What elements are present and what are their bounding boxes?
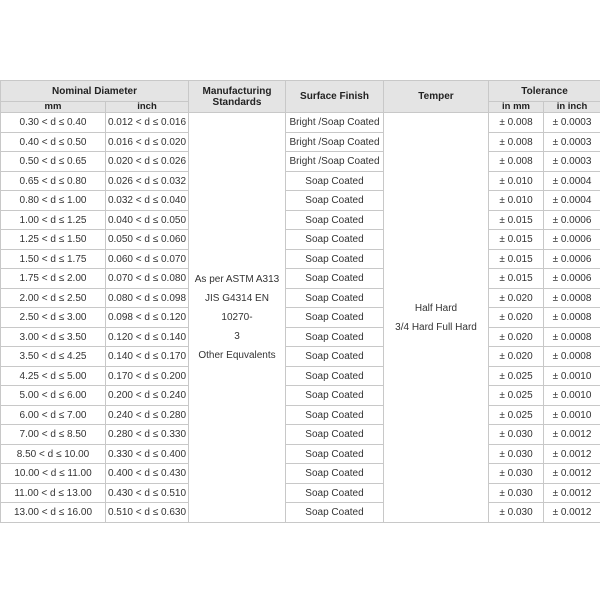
table-row	[1, 464, 600, 484]
table-row	[1, 191, 600, 211]
standards-text-line: 3	[234, 331, 240, 343]
cell-diameter-mm: 1.50 < d ≤ 1.75	[1, 249, 106, 269]
cell-surface-finish: Soap Coated	[286, 483, 384, 503]
cell-diameter-mm: 1.00 < d ≤ 1.25	[1, 210, 106, 230]
table-body	[1, 113, 600, 523]
cell-tolerance-inch: ± 0.0004	[544, 191, 600, 211]
cell-tolerance-mm: ± 0.020	[489, 308, 544, 328]
table-row	[1, 269, 600, 289]
header-nominal-diameter: Nominal Diameter	[1, 81, 189, 102]
cell-diameter-inch: 0.040 < d ≤ 0.050	[106, 210, 189, 230]
cell-diameter-inch: 0.120 < d ≤ 0.140	[106, 327, 189, 347]
cell-diameter-inch: 0.050 < d ≤ 0.060	[106, 230, 189, 250]
cell-diameter-mm: 6.00 < d ≤ 7.00	[1, 405, 106, 425]
cell-diameter-inch: 0.012 < d ≤ 0.016	[106, 113, 189, 133]
cell-temper	[384, 113, 489, 523]
table-row	[1, 113, 600, 133]
cell-diameter-mm: 8.50 < d ≤ 10.00	[1, 444, 106, 464]
cell-diameter-inch: 0.098 < d ≤ 0.120	[106, 308, 189, 328]
cell-tolerance-mm: ± 0.008	[489, 152, 544, 172]
cell-surface-finish: Soap Coated	[286, 191, 384, 211]
cell-diameter-mm: 0.50 < d ≤ 0.65	[1, 152, 106, 172]
cell-tolerance-mm: ± 0.008	[489, 132, 544, 152]
cell-tolerance-inch: ± 0.0006	[544, 210, 600, 230]
table-row	[1, 288, 600, 308]
cell-surface-finish: Soap Coated	[286, 230, 384, 250]
cell-surface-finish: Bright /Soap Coated	[286, 152, 384, 172]
cell-surface-finish: Soap Coated	[286, 327, 384, 347]
table-row	[1, 386, 600, 406]
cell-diameter-inch: 0.200 < d ≤ 0.240	[106, 386, 189, 406]
table-row	[1, 425, 600, 445]
table-row	[1, 366, 600, 386]
cell-diameter-mm: 1.25 < d ≤ 1.50	[1, 230, 106, 250]
cell-diameter-inch: 0.080 < d ≤ 0.098	[106, 288, 189, 308]
cell-diameter-mm: 3.00 < d ≤ 3.50	[1, 327, 106, 347]
cell-surface-finish: Bright /Soap Coated	[286, 113, 384, 133]
cell-tolerance-inch: ± 0.0008	[544, 347, 600, 367]
cell-tolerance-mm: ± 0.030	[489, 425, 544, 445]
header-tolerance-inch: in inch	[544, 102, 600, 113]
cell-diameter-inch: 0.330 < d ≤ 0.400	[106, 444, 189, 464]
table-row	[1, 444, 600, 464]
table-row	[1, 503, 600, 523]
table-row	[1, 308, 600, 328]
standards-text-line: Other Equvalents	[198, 350, 276, 362]
cell-surface-finish: Soap Coated	[286, 464, 384, 484]
cell-tolerance-mm: ± 0.010	[489, 171, 544, 191]
cell-tolerance-mm: ± 0.020	[489, 347, 544, 367]
table-row	[1, 132, 600, 152]
cell-diameter-inch: 0.400 < d ≤ 0.430	[106, 464, 189, 484]
cell-surface-finish: Soap Coated	[286, 308, 384, 328]
cell-diameter-mm: 1.75 < d ≤ 2.00	[1, 269, 106, 289]
cell-tolerance-inch: ± 0.0012	[544, 503, 600, 523]
cell-tolerance-inch: ± 0.0003	[544, 152, 600, 172]
cell-tolerance-mm: ± 0.015	[489, 210, 544, 230]
cell-diameter-mm: 4.25 < d ≤ 5.00	[1, 366, 106, 386]
cell-tolerance-inch: ± 0.0006	[544, 230, 600, 250]
cell-tolerance-mm: ± 0.015	[489, 230, 544, 250]
cell-diameter-inch: 0.240 < d ≤ 0.280	[106, 405, 189, 425]
cell-tolerance-mm: ± 0.020	[489, 288, 544, 308]
header-surface-finish: Surface Finish	[286, 81, 384, 113]
standards-text-line: As per ASTM A313	[194, 274, 280, 286]
table-row	[1, 249, 600, 269]
cell-diameter-mm: 10.00 < d ≤ 11.00	[1, 464, 106, 484]
cell-tolerance-mm: ± 0.030	[489, 483, 544, 503]
cell-tolerance-inch: ± 0.0008	[544, 308, 600, 328]
cell-tolerance-mm: ± 0.008	[489, 113, 544, 133]
spec-table-container	[0, 80, 600, 523]
table-row	[1, 210, 600, 230]
cell-tolerance-inch: ± 0.0012	[544, 444, 600, 464]
cell-tolerance-inch: ± 0.0010	[544, 386, 600, 406]
cell-diameter-inch: 0.032 < d ≤ 0.040	[106, 191, 189, 211]
cell-diameter-inch: 0.510 < d ≤ 0.630	[106, 503, 189, 523]
cell-diameter-inch: 0.060 < d ≤ 0.070	[106, 249, 189, 269]
cell-tolerance-mm: ± 0.015	[489, 249, 544, 269]
cell-diameter-inch: 0.430 < d ≤ 0.510	[106, 483, 189, 503]
header-tolerance-mm: in mm	[489, 102, 544, 113]
table-row	[1, 230, 600, 250]
table-row	[1, 152, 600, 172]
cell-diameter-mm: 7.00 < d ≤ 8.50	[1, 425, 106, 445]
cell-diameter-inch: 0.026 < d ≤ 0.032	[106, 171, 189, 191]
cell-tolerance-mm: ± 0.030	[489, 464, 544, 484]
cell-diameter-mm: 2.00 < d ≤ 2.50	[1, 288, 106, 308]
cell-surface-finish: Soap Coated	[286, 444, 384, 464]
cell-tolerance-mm: ± 0.015	[489, 269, 544, 289]
cell-diameter-mm: 0.65 < d ≤ 0.80	[1, 171, 106, 191]
header-mm: mm	[1, 102, 106, 113]
header-inch: inch	[106, 102, 189, 113]
cell-surface-finish: Soap Coated	[286, 386, 384, 406]
cell-surface-finish: Soap Coated	[286, 405, 384, 425]
wire-specification-table	[0, 80, 600, 523]
cell-surface-finish: Soap Coated	[286, 249, 384, 269]
temper-text-line: 3/4 Hard Full Hard	[395, 321, 477, 333]
cell-surface-finish: Soap Coated	[286, 210, 384, 230]
cell-tolerance-inch: ± 0.0003	[544, 132, 600, 152]
cell-tolerance-inch: ± 0.0012	[544, 425, 600, 445]
table-row	[1, 405, 600, 425]
cell-tolerance-inch: ± 0.0012	[544, 464, 600, 484]
table-row	[1, 347, 600, 367]
cell-diameter-mm: 11.00 < d ≤ 13.00	[1, 483, 106, 503]
cell-surface-finish: Soap Coated	[286, 425, 384, 445]
temper-text-line: Half Hard	[414, 302, 458, 314]
cell-surface-finish: Bright /Soap Coated	[286, 132, 384, 152]
table-row	[1, 327, 600, 347]
cell-tolerance-inch: ± 0.0003	[544, 113, 600, 133]
cell-tolerance-inch: ± 0.0010	[544, 366, 600, 386]
cell-tolerance-mm: ± 0.030	[489, 444, 544, 464]
cell-tolerance-inch: ± 0.0012	[544, 483, 600, 503]
cell-surface-finish: Soap Coated	[286, 171, 384, 191]
cell-diameter-mm: 3.50 < d ≤ 4.25	[1, 347, 106, 367]
cell-surface-finish: Soap Coated	[286, 503, 384, 523]
cell-tolerance-mm: ± 0.030	[489, 503, 544, 523]
cell-tolerance-inch: ± 0.0008	[544, 327, 600, 347]
cell-tolerance-mm: ± 0.025	[489, 405, 544, 425]
cell-diameter-mm: 0.40 < d ≤ 0.50	[1, 132, 106, 152]
cell-diameter-inch: 0.016 < d ≤ 0.020	[106, 132, 189, 152]
cell-diameter-inch: 0.020 < d ≤ 0.026	[106, 152, 189, 172]
cell-surface-finish: Soap Coated	[286, 347, 384, 367]
cell-diameter-inch: 0.280 < d ≤ 0.330	[106, 425, 189, 445]
table-row	[1, 171, 600, 191]
cell-diameter-mm: 5.00 < d ≤ 6.00	[1, 386, 106, 406]
header-tolerance: Tolerance	[489, 81, 600, 102]
header-manufacturing-standards: Manufacturing Standards	[189, 81, 286, 113]
cell-diameter-inch: 0.140 < d ≤ 0.170	[106, 347, 189, 367]
cell-tolerance-mm: ± 0.010	[489, 191, 544, 211]
cell-tolerance-inch: ± 0.0008	[544, 288, 600, 308]
table-row	[1, 483, 600, 503]
cell-tolerance-inch: ± 0.0010	[544, 405, 600, 425]
cell-tolerance-mm: ± 0.025	[489, 366, 544, 386]
cell-surface-finish: Soap Coated	[286, 288, 384, 308]
cell-tolerance-mm: ± 0.025	[489, 386, 544, 406]
cell-diameter-mm: 2.50 < d ≤ 3.00	[1, 308, 106, 328]
cell-manufacturing-standards	[189, 113, 286, 523]
cell-surface-finish: Soap Coated	[286, 269, 384, 289]
cell-tolerance-inch: ± 0.0004	[544, 171, 600, 191]
cell-tolerance-inch: ± 0.0006	[544, 249, 600, 269]
cell-diameter-inch: 0.070 < d ≤ 0.080	[106, 269, 189, 289]
cell-diameter-mm: 0.30 < d ≤ 0.40	[1, 113, 106, 133]
cell-diameter-mm: 13.00 < d ≤ 16.00	[1, 503, 106, 523]
cell-surface-finish: Soap Coated	[286, 366, 384, 386]
cell-tolerance-mm: ± 0.020	[489, 327, 544, 347]
cell-tolerance-inch: ± 0.0006	[544, 269, 600, 289]
cell-diameter-mm: 0.80 < d ≤ 1.00	[1, 191, 106, 211]
cell-diameter-inch: 0.170 < d ≤ 0.200	[106, 366, 189, 386]
header-temper: Temper	[384, 81, 489, 113]
standards-text-line: JIS G4314 EN 10270-	[205, 293, 269, 324]
